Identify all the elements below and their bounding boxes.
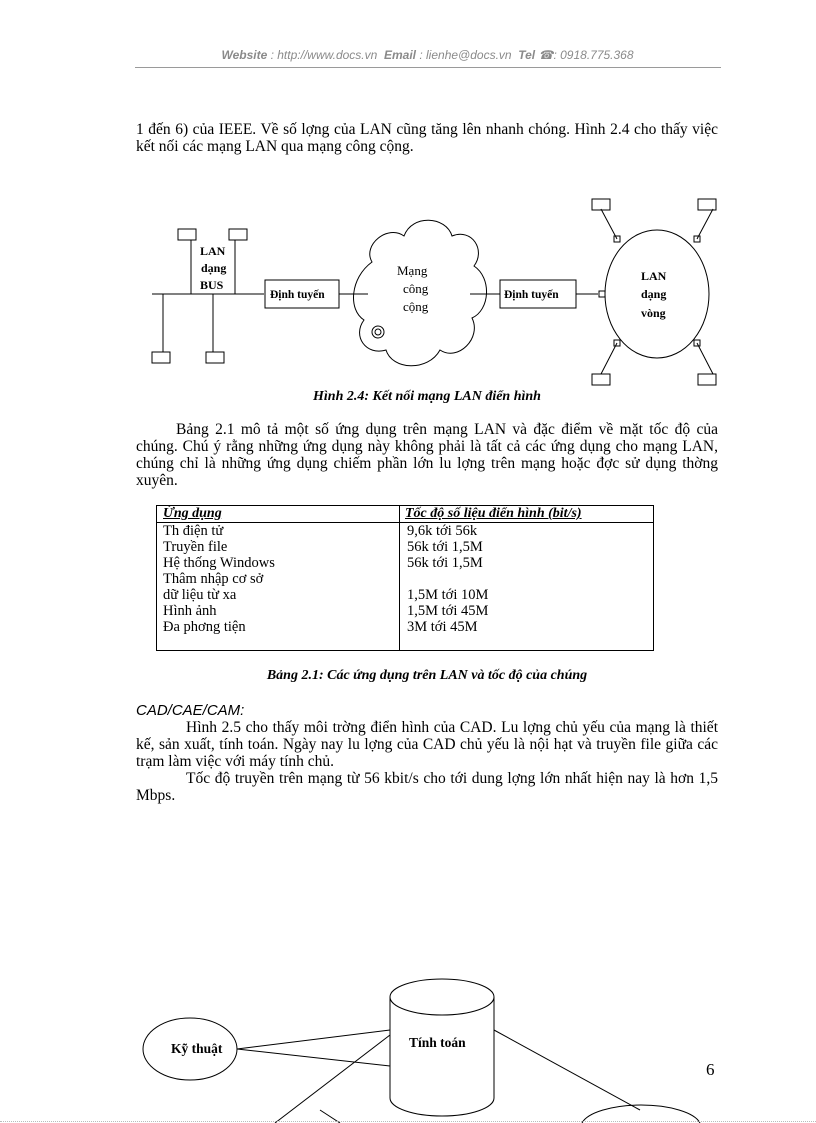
table-header-application: Ứng dụng bbox=[163, 506, 222, 521]
page-number: 6 bbox=[706, 1060, 715, 1079]
table-row-rate: 1,5M tới 45M bbox=[407, 603, 489, 619]
website-value: : http://www.docs.vn bbox=[270, 48, 378, 62]
table-row-rate: 56k tới 1,5M bbox=[407, 539, 483, 555]
table-row-rate: 9,6k tới 56k bbox=[407, 523, 478, 539]
station-box bbox=[592, 199, 610, 210]
table-row-app: Đa phơng tiện bbox=[163, 619, 246, 635]
bus-label-line-1: LAN bbox=[200, 244, 226, 258]
table-row-app: dữ liệu từ xa bbox=[163, 587, 237, 603]
station-box bbox=[592, 374, 610, 385]
cloud-label-line-2: công bbox=[403, 281, 429, 296]
table-2-1-caption: Bảng 2.1: Các ứng dụng trên LAN và tốc độ của chúng bbox=[266, 668, 588, 683]
table-row-app: Th điện tử bbox=[163, 523, 224, 539]
station-box bbox=[698, 374, 716, 385]
phone-icon: ☎ bbox=[538, 48, 554, 62]
table-row-rate: 56k tới 1,5M bbox=[407, 555, 483, 571]
cad-paragraph-1: Hình 2.5 cho thấy môi trờng điển hình của CAD. Lu lợng chủ yếu của mạng là thiết kế, sản xuất, tính toán. Ngày nay lu lợng của CAD chủ yếu là nội hạt và truyền file giữa các trạm làm việc với máy tính chủ. bbox=[136, 719, 718, 770]
engineering-node bbox=[143, 1018, 237, 1080]
figure-2-4-caption: Hình 2.4: Kết nối mạng LAN điển hình bbox=[313, 389, 541, 404]
station-box bbox=[206, 352, 224, 363]
table-row-rate: 1,5M tới 10M bbox=[407, 587, 489, 603]
table-row-rate: 3M tới 45M bbox=[407, 619, 478, 635]
ring-label-line-2: dạng bbox=[641, 287, 667, 301]
ring-label-line-3: vòng bbox=[641, 306, 666, 320]
email-label: Email bbox=[383, 48, 416, 62]
bus-label-line-3: BUS bbox=[200, 278, 224, 292]
cloud-label-line-1: Mạng bbox=[397, 263, 428, 278]
station-box bbox=[229, 229, 247, 240]
figure-2-4-diagram bbox=[0, 0, 816, 400]
tel-label: Tel bbox=[518, 48, 536, 62]
table-row-app: Hình ảnh bbox=[163, 603, 217, 619]
table-intro-paragraph: Bảng 2.1 mô tả một số ứng dụng trên mạng LAN và đặc điểm về mặt tốc độ của chúng. Chú ý rằng những ứng dụng này không phải là tất cả các ứng dụng cho mạng LAN, chúng chỉ là những ứng dụng chiếm phần lớn lu lợng trên mạng hoặc đợc sử dụng thờng xuyên. bbox=[136, 421, 718, 489]
tel-value: : 0918.775.368 bbox=[553, 48, 634, 62]
table-row-app: Truyền file bbox=[163, 539, 228, 555]
engineering-label: Kỹ thuật bbox=[171, 1041, 223, 1056]
bus-label-line-2: dạng bbox=[201, 261, 227, 275]
website-label: Website bbox=[221, 48, 268, 62]
page-bottom-rule bbox=[0, 1121, 816, 1122]
computing-label: Tính toán bbox=[409, 1035, 466, 1050]
station-box bbox=[178, 229, 196, 240]
applications-table bbox=[156, 505, 654, 651]
router-left-label: Định tuyến bbox=[270, 289, 325, 301]
table-header-rate: Tốc độ số liệu điển hình (bit/s) bbox=[405, 506, 582, 521]
station-box bbox=[152, 352, 170, 363]
email-value: : lienhe@docs.vn bbox=[419, 48, 512, 62]
ring-label-line-1: LAN bbox=[641, 269, 667, 283]
intro-paragraph: 1 đến 6) của IEEE. Về số lợng của LAN cũng tăng lên nhanh chóng. Hình 2.4 cho thấy việc kết nối các mạng LAN qua mạng công cộng. bbox=[136, 121, 718, 155]
station-box bbox=[698, 199, 716, 210]
cloud-label-line-3: cộng bbox=[403, 299, 429, 314]
cad-paragraph-2: Tốc độ truyền trên mạng từ 56 kbit/s cho tới dung lợng lớn nhất hiện nay là hơn 1,5 Mbps. bbox=[136, 770, 718, 804]
table-row-app: Thâm nhập cơ sở bbox=[163, 571, 264, 587]
table-row-app: Hệ thống Windows bbox=[163, 555, 275, 571]
router-right-label: Định tuyến bbox=[504, 289, 559, 301]
cad-heading: CAD/CAE/CAM: bbox=[136, 702, 245, 719]
